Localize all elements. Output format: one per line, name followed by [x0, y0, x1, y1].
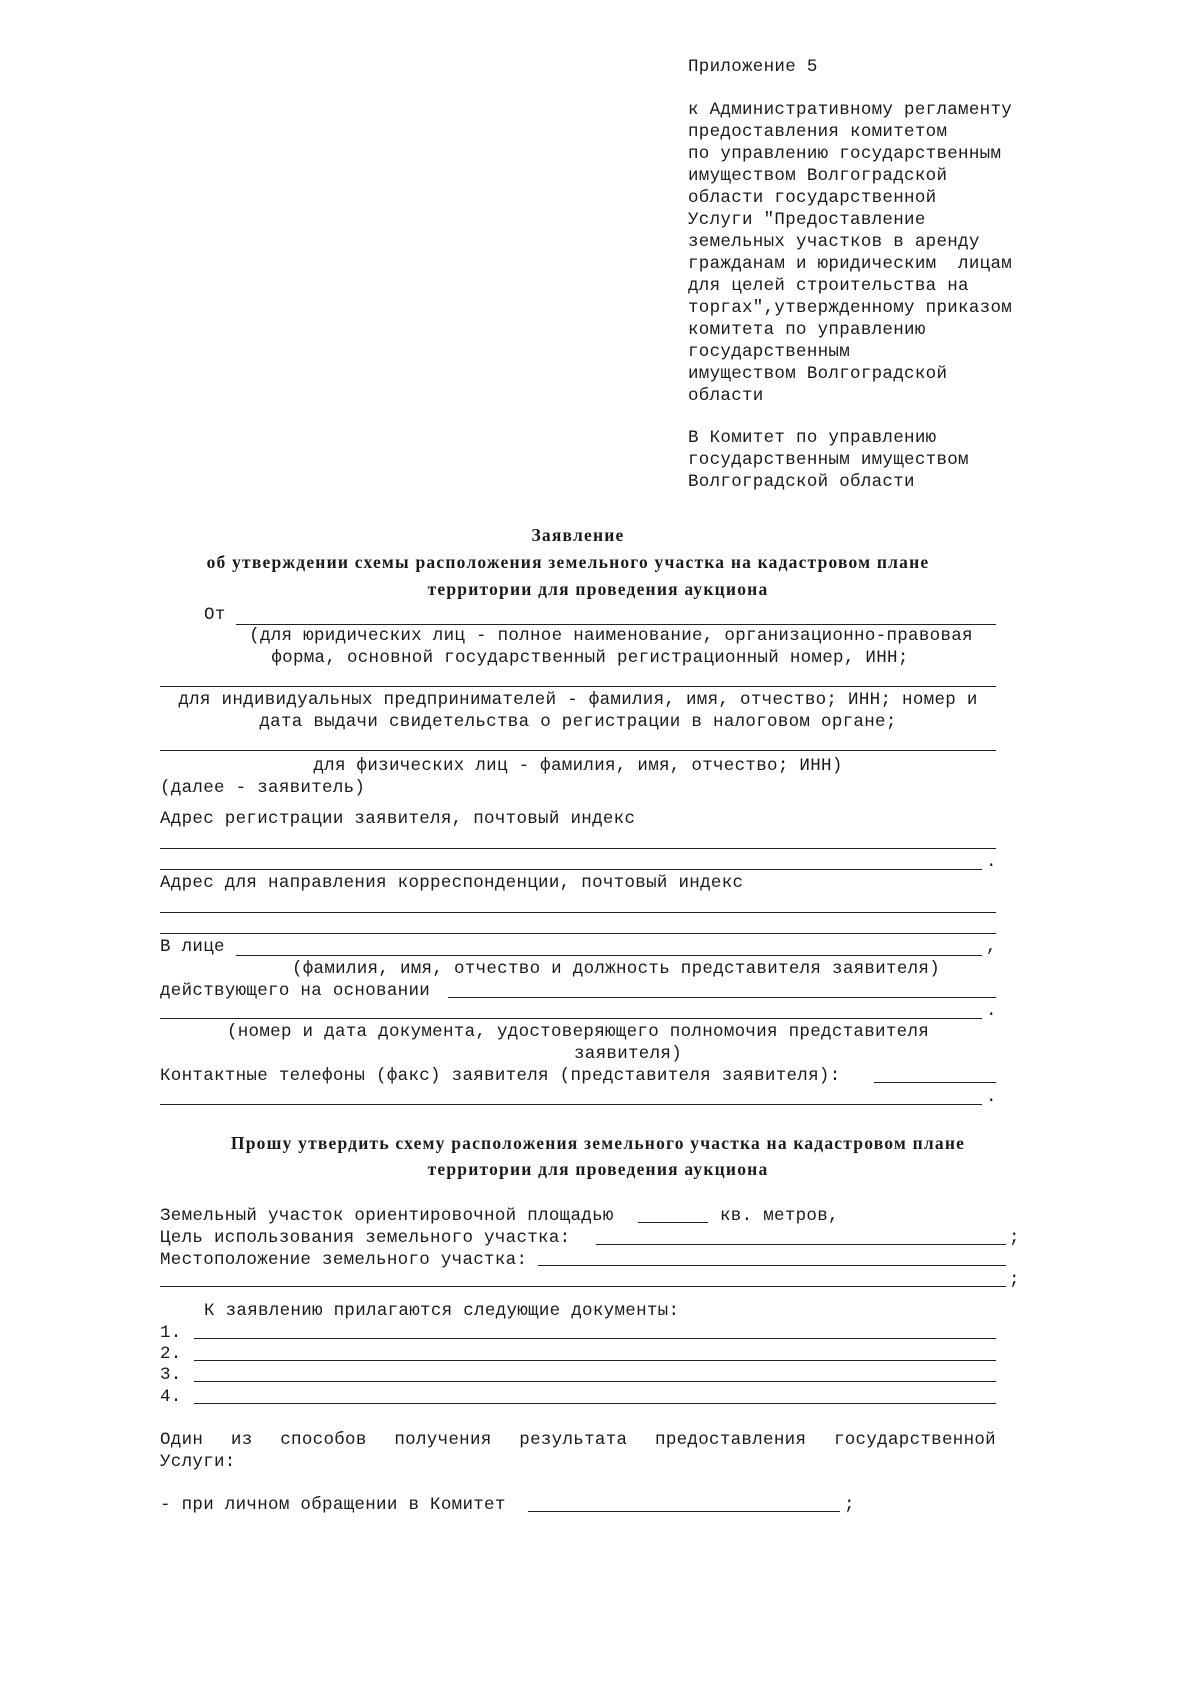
- from-label: От: [204, 605, 226, 625]
- acting-basis-field[interactable]: [160, 1018, 982, 1019]
- appendix-ref-line: области: [688, 386, 764, 406]
- attachment-field[interactable]: [194, 1360, 996, 1361]
- attachment-number: 3.: [160, 1365, 182, 1385]
- attachment-number: 4.: [160, 1387, 182, 1407]
- appendix-ref-line: предоставления комитетом: [688, 122, 948, 142]
- result-word: предоставления: [655, 1430, 807, 1450]
- doc-hint-line: заявителя): [573, 1044, 683, 1064]
- appendix-ref-line: по управлению государственным: [688, 144, 1002, 164]
- period-mark: .: [986, 1001, 997, 1021]
- document-subtitle-line: об утверждении схемы расположения земельного участка на кадастровом плане: [206, 552, 930, 572]
- doc-hint-line: (номер и дата документа, удостоверяющего полномочия представителя: [226, 1022, 930, 1042]
- semicolon-mark: ;: [1009, 1228, 1020, 1248]
- attachment-field[interactable]: [194, 1338, 996, 1339]
- area-field[interactable]: [638, 1222, 708, 1223]
- represented-by-hint: (фамилия, имя, отчество и должность представителя заявителя): [291, 959, 941, 979]
- attachments-label: К заявлению прилагаются следующие документы:: [204, 1301, 680, 1321]
- location-label: Местоположение земельного участка:: [160, 1250, 528, 1270]
- reg-address-field[interactable]: [160, 869, 982, 870]
- addressee-line: государственным имуществом: [688, 450, 969, 470]
- result-word: результата: [519, 1430, 628, 1450]
- appendix-ref-line: земельных участков в аренду: [688, 232, 980, 252]
- appendix-ref-line: торгах",утвержденному приказом: [688, 298, 1013, 318]
- appendix-ref-line: Услуги "Предоставление: [688, 210, 926, 230]
- comma-mark: ,: [986, 937, 997, 957]
- appendix-number: Приложение 5: [688, 57, 818, 77]
- option-in-person-label: - при личном обращении в Комитет: [160, 1495, 506, 1515]
- period-mark: .: [986, 852, 997, 872]
- result-word: Один: [160, 1430, 204, 1450]
- result-method-line: [160, 1429, 996, 1452]
- result-word: из: [230, 1430, 253, 1450]
- mail-address-label: Адрес для направления корреспонденции, почтовый индекс: [160, 873, 744, 893]
- location-field[interactable]: [160, 1286, 1006, 1287]
- appendix-ref-line: комитета по управлению: [688, 320, 926, 340]
- hint-person: для физических лиц - фамилия, имя, отчество; ИНН): [313, 756, 843, 776]
- hint-ip-line: дата выдачи свидетельства о регистрации в налоговом органе;: [259, 712, 897, 732]
- appendix-ref-line: гражданам и юридическим лицам: [688, 254, 1013, 274]
- hint-ip-line: для индивидуальных предпринимателей - фамилия, имя, отчество; ИНН; номер и: [178, 690, 978, 710]
- document-subtitle-line: территории для проведения аукциона: [427, 579, 769, 599]
- acting-basis-label: действующего на основании: [160, 981, 431, 1001]
- attachment-field[interactable]: [194, 1403, 996, 1404]
- location-field[interactable]: [538, 1265, 1006, 1266]
- attachment-field[interactable]: [194, 1381, 996, 1382]
- addressee-line: Волгоградской области: [688, 472, 915, 492]
- addressee-line: В Комитет по управлению: [688, 428, 937, 448]
- area-label: Земельный участок ориентировочной площадью: [160, 1206, 614, 1226]
- option-in-person-field[interactable]: [528, 1511, 840, 1512]
- reg-address-label: Адрес регистрации заявителя, почтовый индекс: [160, 809, 636, 829]
- request-heading: Прошу утвердить схему расположения земельного участка на кадастровом плане: [230, 1133, 966, 1153]
- mail-address-field[interactable]: [160, 912, 996, 913]
- represented-by-label: В лице: [160, 937, 225, 957]
- hint-legal-line: форма, основной государственный регистрационный номер, ИНН;: [271, 648, 909, 668]
- attachment-number: 2.: [160, 1344, 182, 1364]
- reg-address-field[interactable]: [160, 848, 996, 849]
- document-title: Заявление: [531, 525, 625, 545]
- area-unit: кв. метров,: [720, 1206, 839, 1226]
- applicant-field-3[interactable]: [160, 750, 996, 751]
- result-word: государственной: [833, 1430, 996, 1450]
- semicolon-mark: ;: [844, 1495, 855, 1515]
- appendix-ref-line: государственным: [688, 342, 851, 362]
- appendix-ref-line: имуществом Волгоградской: [688, 364, 948, 384]
- purpose-field[interactable]: [596, 1244, 1006, 1245]
- applicant-field-2[interactable]: [160, 686, 996, 687]
- acting-basis-field[interactable]: [448, 997, 996, 998]
- appendix-ref-line: имуществом Волгоградской: [688, 166, 948, 186]
- appendix-ref-line: области государственной: [688, 188, 937, 208]
- hereinafter-note: (далее - заявитель): [160, 778, 366, 798]
- mail-address-field[interactable]: [160, 933, 996, 934]
- phones-field[interactable]: [160, 1104, 982, 1105]
- attachment-number: 1.: [160, 1323, 182, 1343]
- request-heading: территории для проведения аукциона: [427, 1159, 769, 1179]
- phones-label: Контактные телефоны (факс) заявителя (представителя заявителя):: [160, 1066, 841, 1086]
- purpose-label: Цель использования земельного участка:: [160, 1228, 571, 1248]
- represented-by-field[interactable]: [236, 955, 982, 956]
- appendix-ref-line: к Административному регламенту: [688, 100, 1013, 120]
- result-word: способов: [280, 1430, 367, 1450]
- result-line-2: Услуги:: [160, 1452, 236, 1472]
- hint-legal-line: (для юридических лиц - полное наименование, организационно-правовая: [249, 626, 973, 646]
- period-mark: .: [986, 1087, 997, 1107]
- result-word: получения: [394, 1430, 492, 1450]
- appendix-ref-line: для целей строительства на: [688, 276, 969, 296]
- phones-field[interactable]: [874, 1082, 996, 1083]
- semicolon-mark: ;: [1009, 1270, 1020, 1290]
